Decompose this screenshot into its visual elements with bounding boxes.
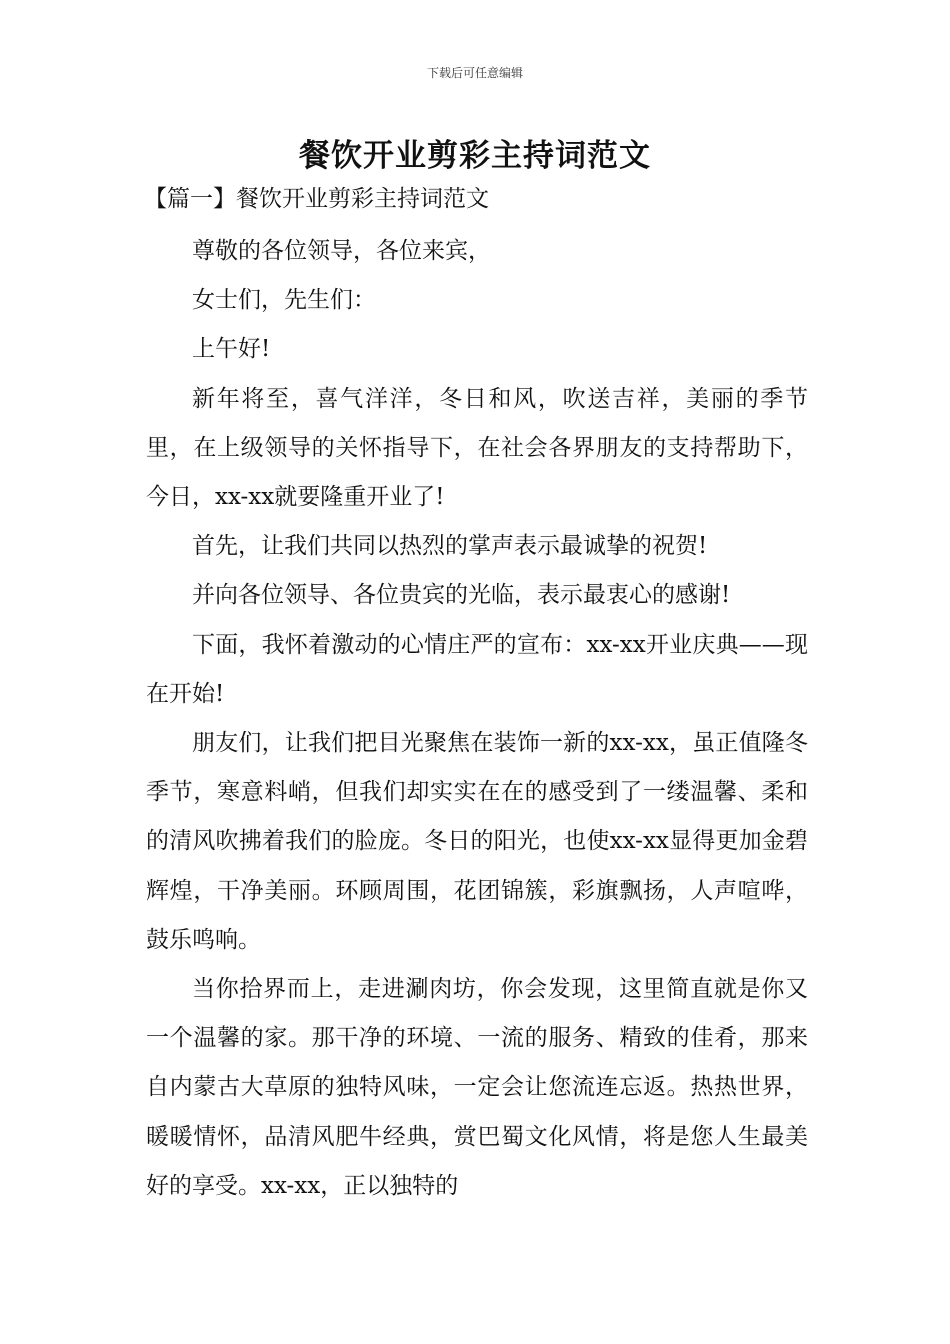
page-header-note: 下载后可任意编辑 — [426, 66, 523, 80]
paragraph-greeting-guests: 尊敬的各位领导，各位来宾， — [192, 238, 491, 264]
paragraph-restaurant-description: 当你拾界而上，走进涮肉坊，你会发现，这里简直就是你又一个温馨的家。那干净的环境、一流的服务、精致的佳肴，那来自内蒙古大草原的独特风味，一定会让您流连忘返。热热世界，暖暖情怀，品清风肥牛经典，赏巴蜀文化风情，将是您人生最美好的享受。xx-xx，正以独特的 — [146, 976, 808, 1199]
paragraph-greeting-audience: 女士们，先生们： — [192, 287, 376, 314]
document-body — [146, 227, 808, 1211]
paragraph-opening-announcement: 新年将至，喜气洋洋，冬日和风，吹送吉祥，美丽的季节里，在上级领导的关怀指导下，在社会各界朋友的支持帮助下，今日，xx-xx就要隆重开业了! — [146, 385, 808, 511]
paragraph-good-morning: 上午好! — [192, 336, 271, 363]
paragraph-scene-description: 朋友们，让我们把目光聚焦在装饰一新的xx-xx，虽正值隆冬季节，寒意料峭，但我们却实实在在的感受到了一缕温馨、柔和的清风吹拂着我们的脸庞。冬日的阳光，也使xx-xx显得更加金碧辉煌，干净美丽。环顾周围，花团锦簇，彩旗飘扬，人声喧哗，鼓乐鸣响。 — [146, 730, 808, 953]
document-title: 餐饮开业剪彩主持词范文 — [299, 138, 651, 174]
paragraph-thanks: 并向各位领导、各位贵宾的光临，表示最衷心的感谢! — [192, 582, 731, 609]
paragraph-congratulations: 首先，让我们共同以热烈的掌声表示最诚挚的祝贺! — [192, 533, 708, 560]
paragraph-ceremony-start: 下面，我怀着激动的心情庄严的宣布：xx-xx开业庆典——现在开始! — [146, 631, 808, 707]
section-heading: 【篇一】餐饮开业剪彩主持词范文 — [144, 186, 489, 212]
